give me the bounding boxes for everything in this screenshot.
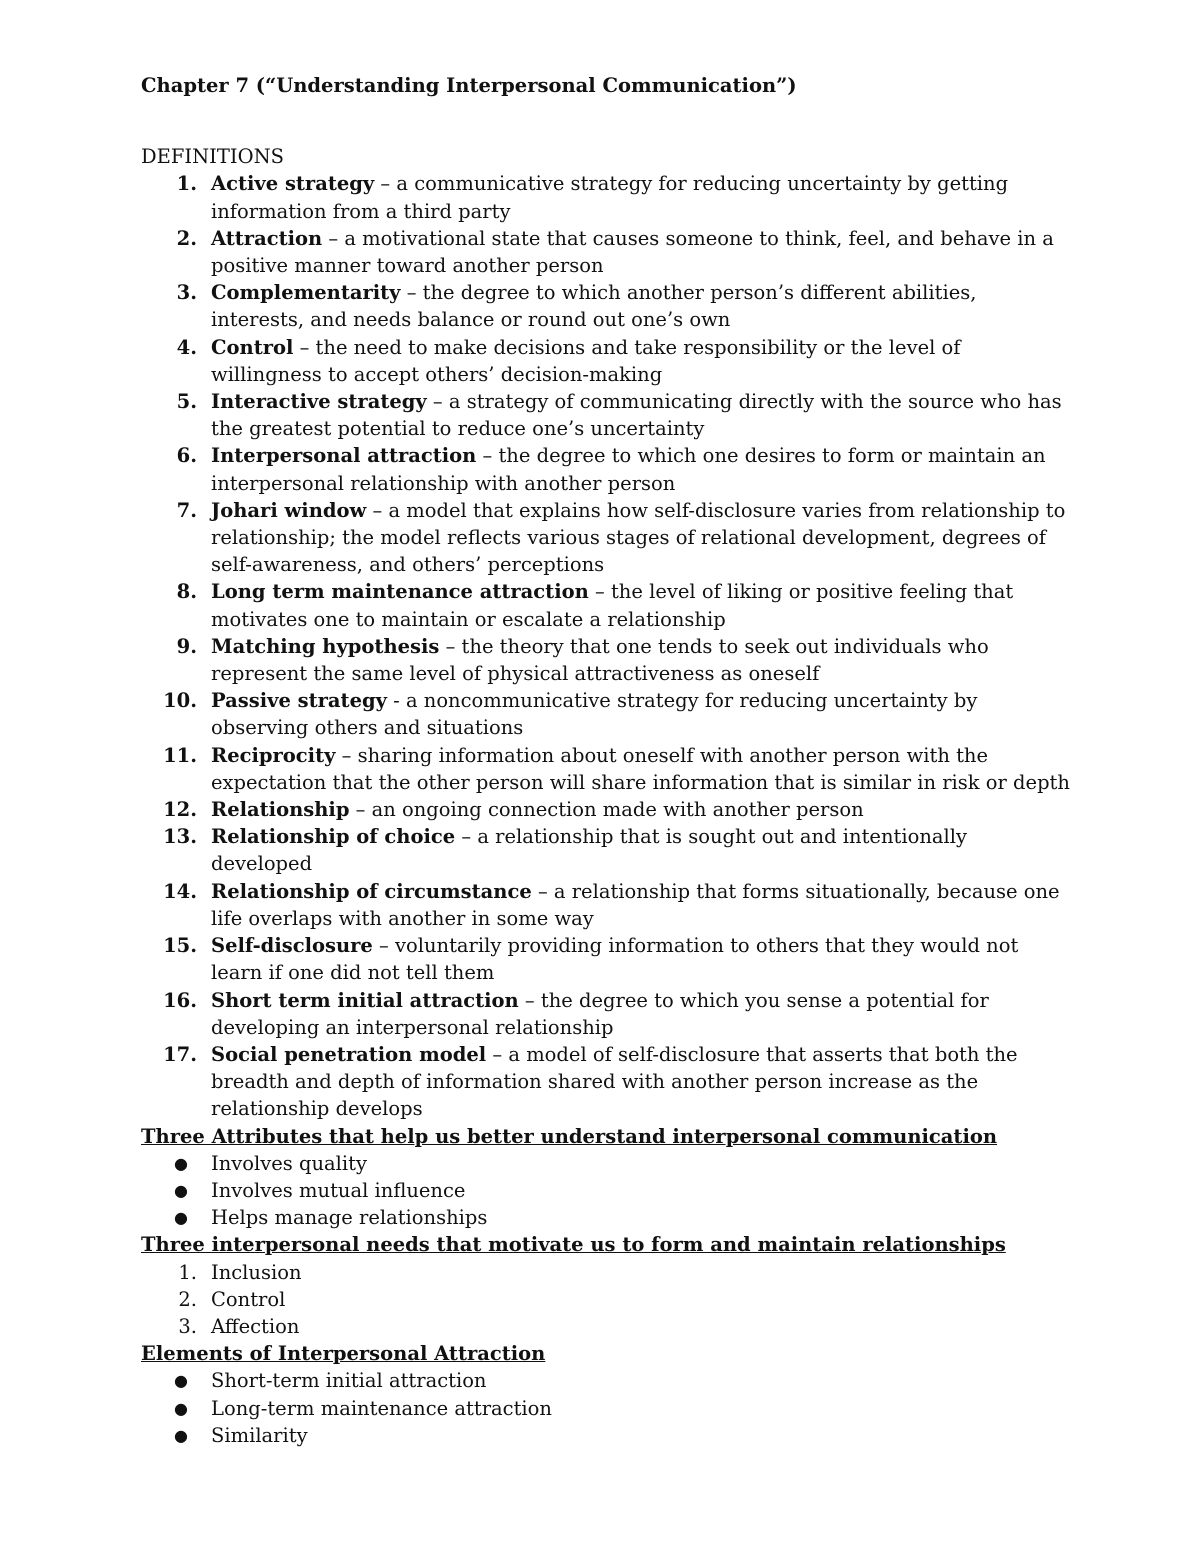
- definition-term: Relationship of choice: [211, 825, 456, 849]
- definition-term: Attraction: [211, 226, 323, 250]
- needs-list: [141, 1259, 1071, 1341]
- definition-item: [141, 823, 1071, 877]
- definition-number: 13.: [163, 825, 197, 849]
- definition-text: – a model that explains how self-disclosure varies from relationship to relationship; the model reflects various stages of relational development, degrees of self-awareness, and others’ perceptions: [211, 498, 1066, 577]
- bullet-item: [141, 1177, 1071, 1204]
- definition-item: [141, 225, 1071, 279]
- bullet-icon: ●: [174, 1208, 188, 1228]
- definition-number: 16.: [163, 988, 197, 1012]
- definition-term: Reciprocity: [211, 743, 336, 767]
- definition-text: – sharing information about oneself with another person with the expectation that the other person will share information that is similar in risk or depth: [211, 743, 1070, 794]
- definition-term: Control: [211, 335, 294, 359]
- definition-number: 9.: [176, 634, 197, 658]
- definition-number: 6.: [176, 444, 197, 468]
- elements-heading: Elements of Interpersonal Attraction: [141, 1342, 546, 1366]
- definition-term: Johari window: [211, 498, 367, 522]
- need-number: 2.: [178, 1287, 197, 1311]
- definition-text: – the level of liking or positive feeling that motivates one to maintain or escalate a relationship: [211, 580, 1014, 631]
- definition-item: [141, 442, 1071, 496]
- definition-item: [141, 687, 1071, 741]
- needs-heading: Three interpersonal needs that motivate us to form and maintain relationships: [141, 1233, 1006, 1257]
- need-item: [141, 1259, 1071, 1286]
- definition-term: Complementarity: [211, 281, 401, 305]
- definition-text: – an ongoing connection made with another person: [349, 798, 864, 822]
- elements-list: [141, 1367, 1071, 1449]
- need-text: Inclusion: [211, 1260, 302, 1284]
- definition-number: 1.: [176, 172, 197, 196]
- definition-term: Relationship of circumstance: [211, 879, 532, 903]
- definition-text: – a communicative strategy for reducing uncertainty by getting information from a third party: [211, 172, 1009, 223]
- definition-text: – the theory that one tends to seek out individuals who represent the same level of physical attractiveness as oneself: [211, 634, 989, 686]
- definition-term: Long term maintenance attraction: [211, 580, 589, 604]
- definition-term: Short term initial attraction: [211, 988, 519, 1012]
- need-item: [141, 1286, 1071, 1313]
- definition-number: 8.: [176, 580, 197, 604]
- bullet-item: [141, 1204, 1071, 1231]
- definition-number: 11.: [163, 743, 197, 767]
- definition-term: Matching hypothesis: [211, 634, 440, 658]
- bullet-text: Long-term maintenance attraction: [211, 1396, 552, 1420]
- definition-item: [141, 279, 1071, 333]
- definitions-list: [141, 170, 1071, 1122]
- definition-number: 5.: [176, 390, 197, 414]
- definition-term: Social penetration model: [211, 1042, 487, 1066]
- definition-item: [141, 388, 1071, 442]
- definition-term: Interpersonal attraction: [211, 444, 477, 468]
- bullet-item: [141, 1422, 1071, 1449]
- definition-text: – a motivational state that causes someone to think, feel, and behave in a positive manner toward another person: [211, 226, 1054, 278]
- bullet-icon: ●: [174, 1371, 188, 1391]
- definition-number: 12.: [163, 798, 197, 822]
- definition-text: – the need to make decisions and take responsibility or the level of willingness to accept others’ decision-making: [211, 335, 961, 386]
- definition-item: [141, 987, 1071, 1041]
- definition-text: – the degree to which you sense a potential for developing an interpersonal relationship: [211, 988, 989, 1039]
- definition-term: Passive strategy: [211, 689, 387, 713]
- definition-text: – a relationship that forms situationally, because one life overlaps with another in some way: [211, 879, 1060, 930]
- bullet-text: Involves quality: [211, 1151, 368, 1175]
- bullet-item: [141, 1395, 1071, 1422]
- definition-text: – the degree to which another person’s different abilities, interests, and needs balance or round out one’s own: [211, 281, 977, 332]
- definition-text: - a noncommunicative strategy for reducing uncertainty by observing others and situations: [211, 689, 978, 740]
- bullet-text: Helps manage relationships: [211, 1206, 488, 1230]
- definition-item: [141, 633, 1071, 687]
- bullet-text: Involves mutual influence: [211, 1178, 466, 1202]
- bullet-icon: ●: [174, 1425, 188, 1445]
- attributes-list: [141, 1150, 1071, 1232]
- definition-item: [141, 878, 1071, 932]
- definition-item: [141, 578, 1071, 632]
- need-text: Affection: [211, 1314, 300, 1338]
- definition-item: [141, 1041, 1071, 1123]
- definition-number: 14.: [163, 879, 197, 903]
- need-text: Control: [211, 1287, 286, 1311]
- bullet-icon: ●: [174, 1153, 188, 1173]
- definition-number: 10.: [163, 689, 197, 713]
- definition-term: Active strategy: [211, 172, 375, 196]
- definition-item: [141, 334, 1071, 388]
- definitions-heading: DEFINITIONS: [141, 145, 284, 169]
- bullet-item: [141, 1150, 1071, 1177]
- bullet-item: [141, 1367, 1071, 1394]
- definition-item: [141, 932, 1071, 986]
- definition-item: [141, 742, 1071, 796]
- definition-term: Interactive strategy: [211, 390, 427, 414]
- bullet-icon: ●: [174, 1398, 188, 1418]
- definition-number: 7.: [176, 498, 197, 522]
- definition-item: [141, 170, 1071, 224]
- chapter-title: Chapter 7 (“Understanding Interpersonal Communication”): [141, 74, 797, 97]
- bullet-text: Short-term initial attraction: [211, 1369, 487, 1393]
- definition-text: – a model of self-disclosure that asserts that both the breadth and depth of information shared with another person increase as the relationship develops: [211, 1042, 1018, 1121]
- definition-text: – the degree to which one desires to form or maintain an interpersonal relationship with another person: [211, 444, 1046, 495]
- need-number: 3.: [178, 1314, 197, 1338]
- bullet-text: Similarity: [211, 1423, 308, 1447]
- definition-number: 3.: [176, 281, 197, 305]
- definition-number: 17.: [163, 1042, 197, 1066]
- definition-text: – a relationship that is sought out and intentionally developed: [211, 825, 968, 876]
- definition-term: Relationship: [211, 798, 350, 822]
- attributes-heading: Three Attributes that help us better understand interpersonal communication: [141, 1124, 998, 1148]
- need-item: [141, 1313, 1071, 1340]
- bullet-icon: ●: [174, 1180, 188, 1200]
- definition-number: 15.: [163, 934, 197, 958]
- definition-text: – a strategy of communicating directly with the source who has the greatest potential to reduce one’s uncertainty: [211, 390, 1062, 441]
- definition-term: Self-disclosure: [211, 934, 373, 958]
- definition-item: [141, 796, 1071, 823]
- need-number: 1.: [178, 1260, 197, 1284]
- document-page: [141, 72, 1071, 1449]
- definition-number: 2.: [176, 226, 197, 250]
- definition-text: – voluntarily providing information to others that they would not learn if one did not tell them: [211, 934, 1019, 985]
- definition-item: [141, 497, 1071, 579]
- definition-number: 4.: [176, 335, 197, 359]
